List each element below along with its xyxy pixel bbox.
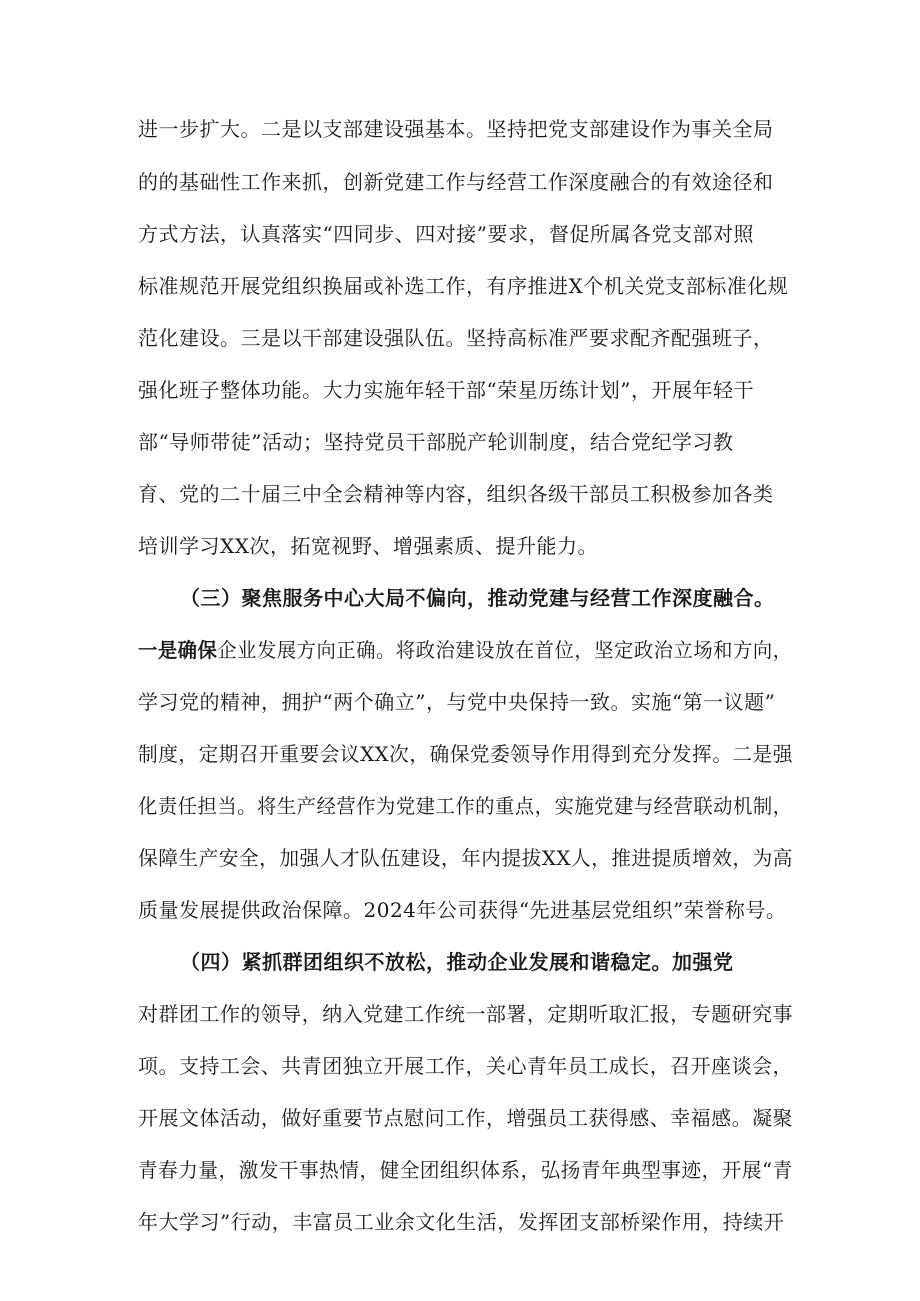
paragraph-line: 项。支持工会、共青团独立开展工作，关心青年员工成长，召开座谈会， (138, 1054, 794, 1078)
paragraph-line: 标准规范开展党组织换届或补选工作，有序推进X个机关党支部标准化规 (138, 274, 789, 298)
paragraph-line (138, 636, 793, 664)
lead-rest-text: 企业发展方向正确。将政治建设放在首位，坚定政治立场和方向， (217, 638, 793, 662)
lead-bold-text: 一是确保 (138, 638, 218, 662)
paragraph-line: 培训学习XX次，拓宽视野、增强素质、提升能力。 (138, 534, 598, 558)
paragraph-line: 育、党的二十届三中全会精神等内容，组织各级干部员工积极参加各类 (138, 482, 774, 506)
section-heading-3: （三）聚焦服务中心大局不偏向，推动党建与经营工作深度融合。 (180, 586, 775, 610)
paragraph-line: 对群团工作的领导，纳入党建工作统一部署，定期听取汇报，专题研究事 (138, 1002, 794, 1026)
paragraph-line: 保障生产安全，加强人才队伍建设，年内提拔XX人，推进提质增效，为高 (138, 846, 794, 870)
paragraph-line: 开展文体活动，做好重要节点慰问工作，增强员工获得感、幸福感。凝聚 (138, 1106, 794, 1130)
paragraph-line: 的的基础性工作来抓，创新党建工作与经营工作深度融合的有效途径和 (138, 170, 774, 194)
paragraph-line: 范化建设。三是以干部建设强队伍。坚持高标准严要求配齐配强班子， (138, 326, 774, 350)
paragraph-line: 强化班子整体功能。大力实施年轻干部“荣星历练计划”，开展年轻干 (138, 378, 754, 402)
paragraph-line: 质量发展提供政治保障。2024年公司获得“先进基层党组织”荣誉称号。 (138, 898, 787, 922)
paragraph-line: 学习党的精神，拥护“两个确立”，与党中央保持一致。实施“第一议题” (138, 690, 776, 714)
paragraph-line: 方式方法，认真落实“四同步、四对接”要求，督促所属各党支部对照 (138, 222, 754, 246)
section-heading-4: （四）紧抓群团组织不放松，推动企业发展和谐稳定。加强党 (180, 950, 734, 974)
paragraph-line: 年大学习”行动，丰富员工业余文化生活，发挥团支部桥梁作用，持续开 (138, 1210, 785, 1234)
paragraph-line: 化责任担当。将生产经营作为党建工作的重点，实施党建与经营联动机制， (138, 794, 793, 818)
paragraph-line: 进一步扩大。二是以支部建设强基本。坚持把党支部建设作为事关全局 (138, 117, 774, 141)
paragraph-line: 制度，定期召开重要会议XX次，确保党委领导作用得到充分发挥。二是强 (138, 742, 794, 766)
paragraph-line: 青春力量，激发干事热情，健全团组织体系，弘扬青年典型事迹，开展“青 (138, 1158, 793, 1182)
paragraph-line: 部“导师带徒”活动；坚持党员干部脱产轮训制度，结合党纪学习教 (138, 430, 734, 454)
